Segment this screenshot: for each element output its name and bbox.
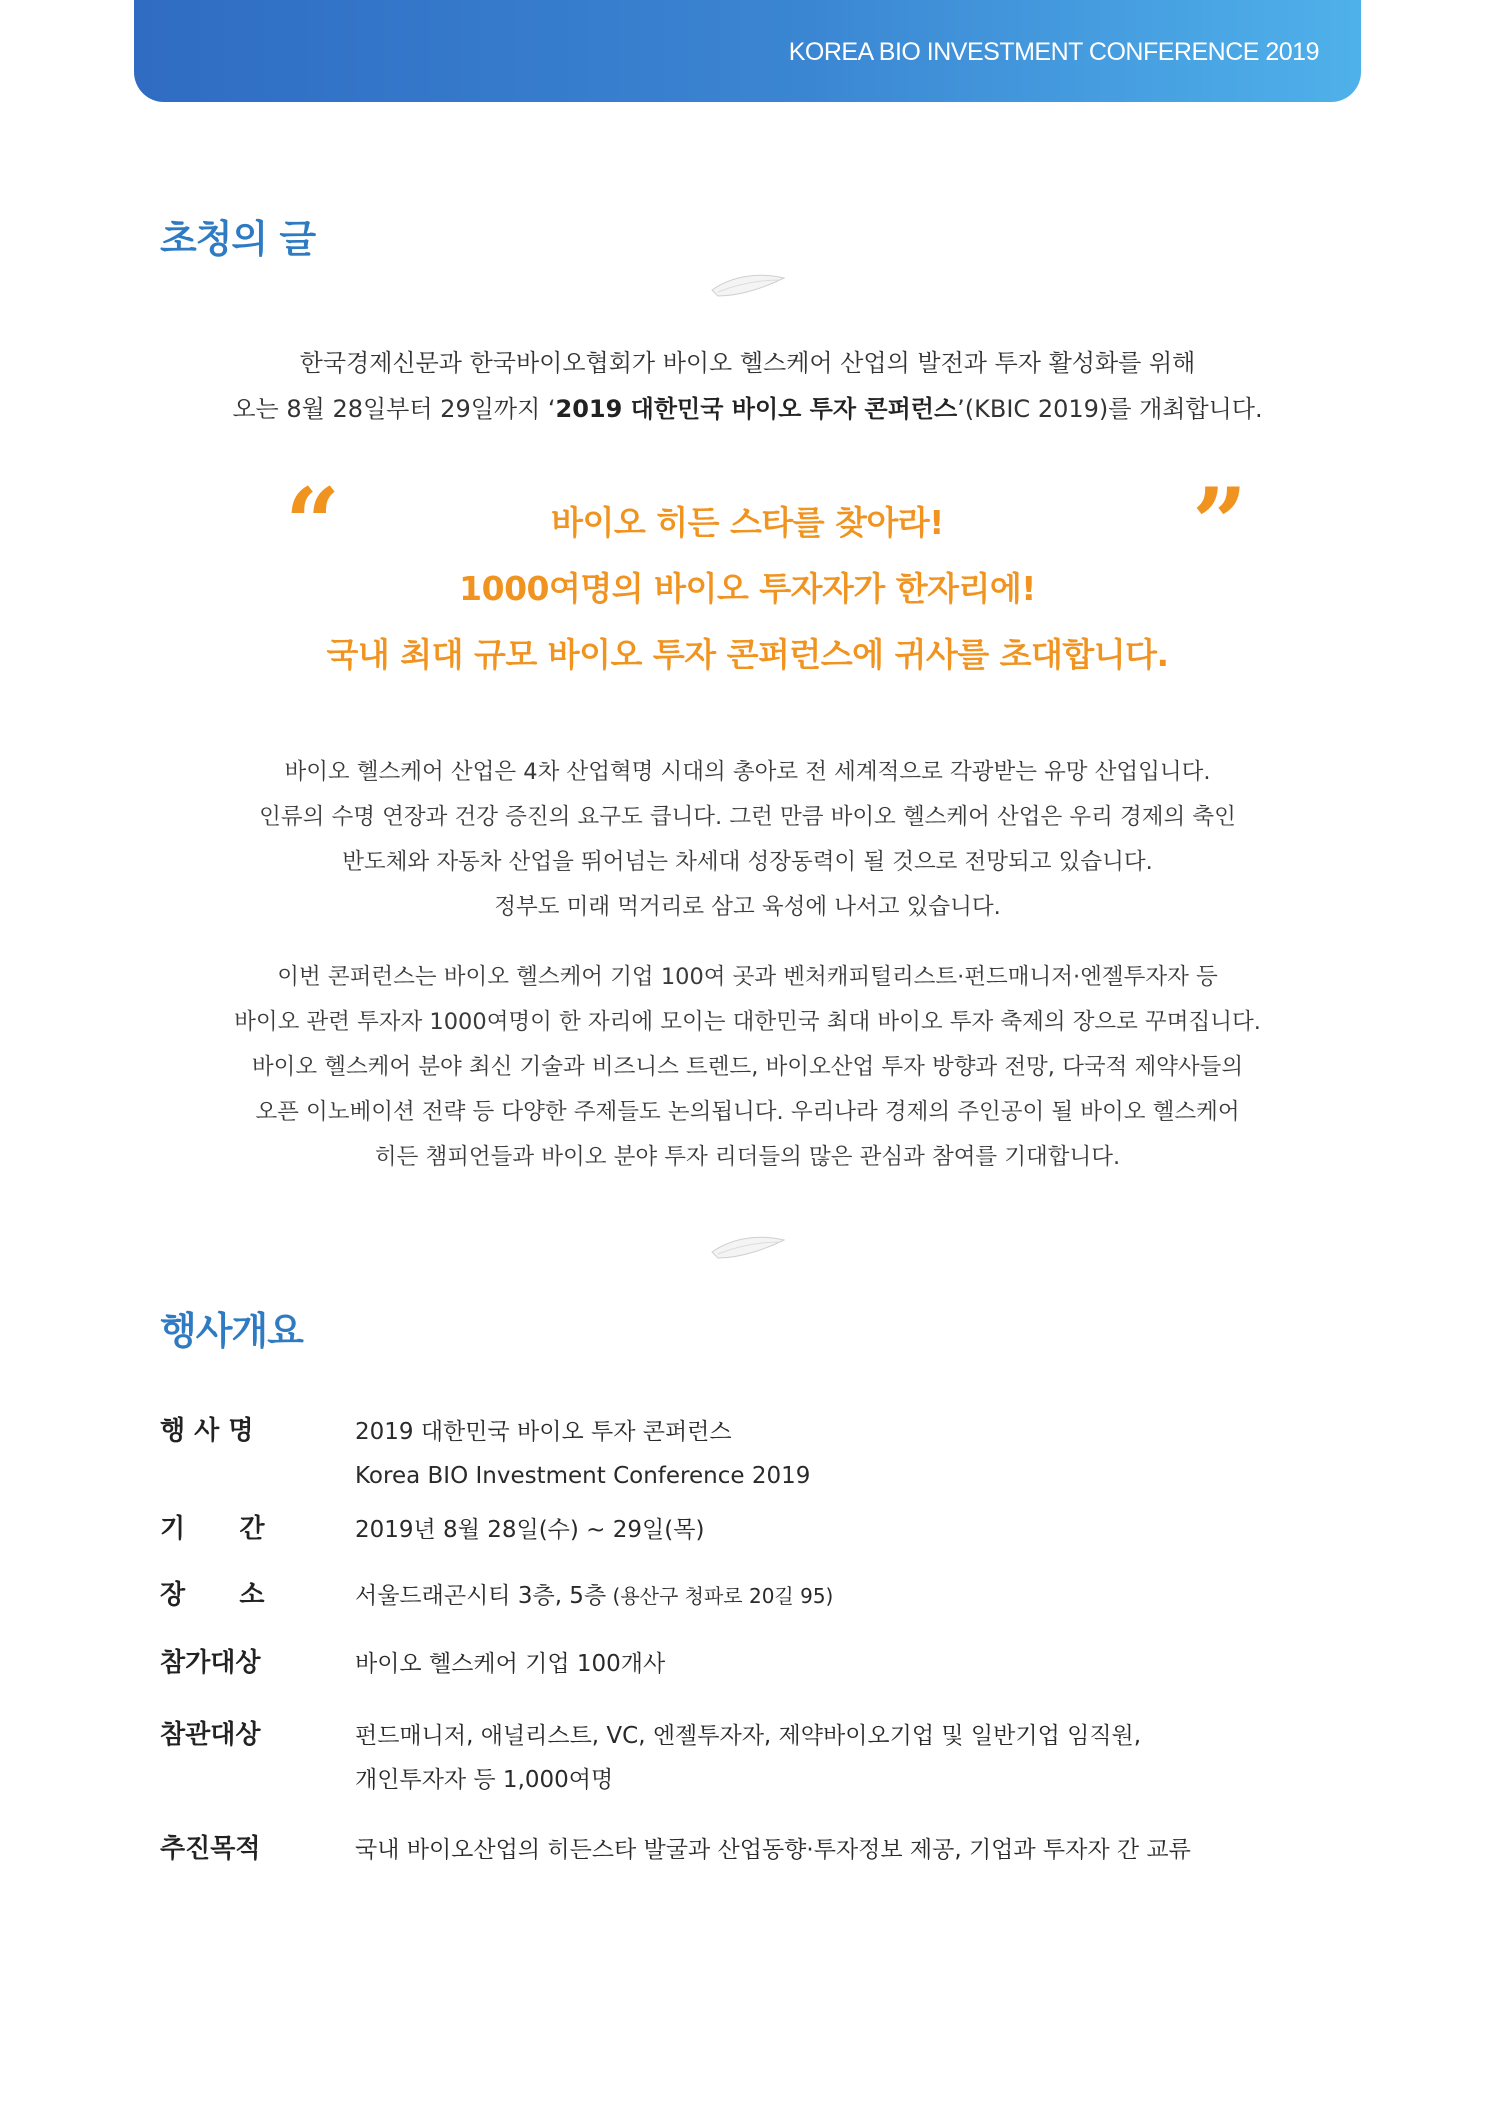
paragraph-1-line: 반도체와 자동차 산업을 뛰어넘는 차세대 성장동력이 될 것으로 전망되고 있습니다.	[342, 849, 1153, 875]
invitation-title: 초청의 글	[160, 217, 316, 261]
row-label: 행 사 명	[160, 1416, 254, 1446]
row-label: 장 소	[160, 1580, 265, 1610]
row-value-line: Korea BIO Investment Conference 2019	[355, 1463, 811, 1489]
slogan-line-2: 1000여명의 바이오 투자자가 한자리에!	[459, 569, 1036, 608]
row-value	[355, 1574, 833, 1618]
row-label: 참관대상	[160, 1720, 261, 1750]
row-value-line: 개인투자자 등 1,000여명	[355, 1767, 614, 1793]
paragraph-2-line: 바이오 관련 투자자 1000여명이 한 자리에 모이는 대한민국 최대 바이오 투자 축제의 장으로 꾸며집니다.	[234, 1009, 1261, 1035]
slogan	[134, 490, 1361, 688]
intro-line-2	[134, 386, 1361, 432]
outline-title: 행사개요	[160, 1309, 303, 1353]
header-title: KOREA BIO INVESTMENT CONFERENCE 2019	[788, 38, 1319, 66]
quote-close-icon: ”	[1192, 467, 1248, 580]
intro-line-2-bold: 2019 대한민국 바이오 투자 콘퍼런스	[555, 395, 958, 423]
row-value	[355, 1508, 704, 1552]
slogan-line-1: 바이오 히든 스타를 찾아라!	[551, 503, 944, 542]
intro-line-2-pre: 오는 8월 28일부터 29일까지 ‘	[232, 395, 556, 423]
row-value-line: 2019년 8월 28일(수) ~ 29일(목)	[355, 1517, 705, 1543]
paragraph-2-line: 바이오 헬스케어 분야 최신 기술과 비즈니스 트렌드, 바이오산업 투자 방향과 전망, 다국적 제약사들의	[251, 1054, 1244, 1080]
divider-ornament-icon	[708, 1228, 788, 1268]
row-label: 추진목적	[160, 1834, 261, 1864]
paragraph-1-line: 바이오 헬스케어 산업은 4차 산업혁명 시대의 총아로 전 세계적으로 각광받는 유망 산업입니다.	[284, 759, 1211, 785]
row-value-line: 2019 대한민국 바이오 투자 콘퍼런스	[355, 1419, 732, 1445]
row-label: 참가대상	[160, 1648, 261, 1678]
divider-ornament-icon	[708, 266, 788, 306]
row-value	[355, 1828, 1191, 1872]
intro-text	[134, 340, 1361, 432]
venue-address: (용산구 청파로 20길 95)	[606, 1584, 834, 1608]
venue-main: 서울드래곤시티 3층, 5층	[355, 1583, 607, 1609]
row-value	[355, 1642, 665, 1686]
intro-line-2-post: ’(KBIC 2019)를 개최합니다.	[957, 395, 1263, 423]
row-value	[355, 1714, 1141, 1802]
slogan-line-3: 국내 최대 규모 바이오 투자 콘퍼런스에 귀사를 초대합니다.	[326, 635, 1169, 674]
paragraph-2-line: 오픈 이노베이션 전략 등 다양한 주제들도 논의됩니다. 우리나라 경제의 주인공이 될 바이오 헬스케어	[255, 1099, 1240, 1125]
paragraph-2-line: 이번 콘퍼런스는 바이오 헬스케어 기업 100여 곳과 벤처캐피털리스트·펀드매니저·엔젤투자자 등	[277, 964, 1218, 990]
paragraph-2-line: 히든 챔피언들과 바이오 분야 투자 리더들의 많은 관심과 참여를 기대합니다.	[374, 1144, 1121, 1170]
row-value-line: 바이오 헬스케어 기업 100개사	[355, 1651, 666, 1677]
row-value-line: 국내 바이오산업의 히든스타 발굴과 산업동향·투자정보 제공, 기업과 투자자 간 교류	[355, 1837, 1191, 1863]
header-bar	[134, 0, 1361, 102]
row-value	[355, 1410, 810, 1498]
paragraph-1-line: 인류의 수명 연장과 건강 증진의 요구도 큽니다. 그런 만큼 바이오 헬스케어 산업은 우리 경제의 축인	[259, 804, 1236, 830]
paragraph-2	[134, 955, 1361, 1180]
paragraph-1-line: 정부도 미래 먹거리로 삼고 육성에 나서고 있습니다.	[494, 894, 1001, 920]
row-value-line: 펀드매니저, 애널리스트, VC, 엔젤투자자, 제약바이오기업 및 일반기업 임직원,	[355, 1723, 1142, 1749]
row-label: 기 간	[160, 1514, 265, 1544]
quote-open-icon: “	[285, 467, 341, 580]
paragraph-1	[134, 750, 1361, 930]
intro-line-1: 한국경제신문과 한국바이오협회가 바이오 헬스케어 산업의 발전과 투자 활성화를 위해	[299, 349, 1196, 377]
